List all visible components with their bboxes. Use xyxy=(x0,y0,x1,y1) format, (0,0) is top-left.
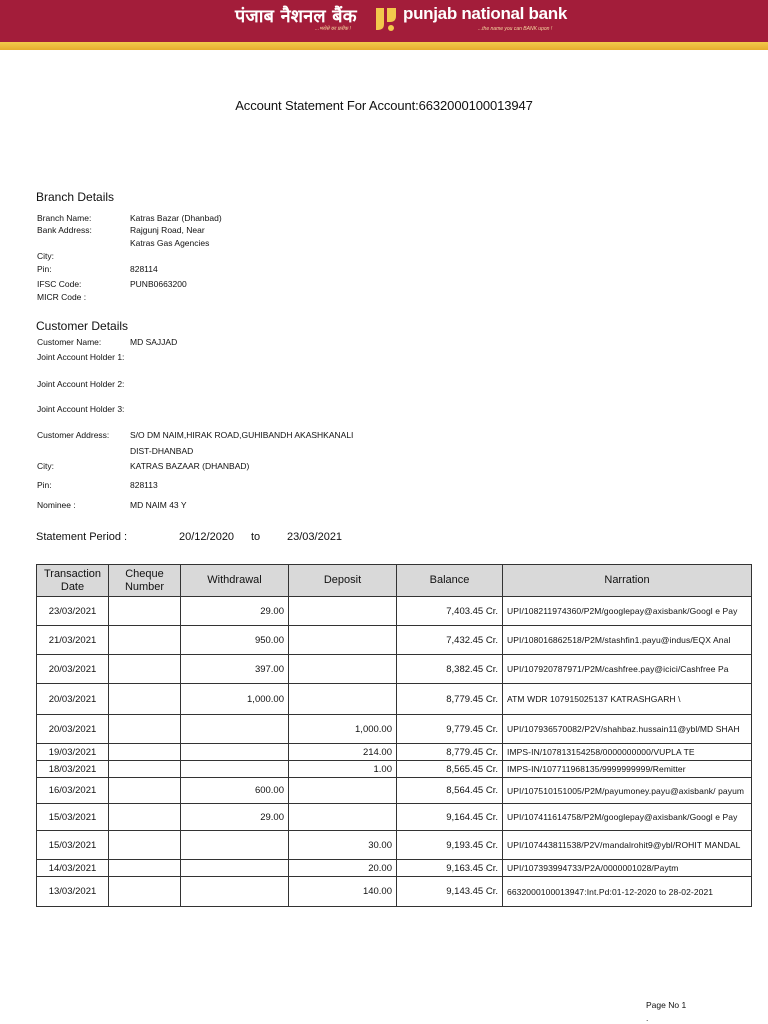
cell-cheque xyxy=(109,877,181,907)
cell-narration: UPI/108016862518/P2M/stashfin1.payu@indus/EQX Anal xyxy=(503,626,752,655)
cell-narration: UPI/107411614758/P2M/googlepay@axisbank/Googl e Pay xyxy=(503,804,752,831)
cell-date: 21/03/2021 xyxy=(37,626,109,655)
branch-name-label: Branch Name: xyxy=(37,213,92,223)
cell-deposit: 214.00 xyxy=(289,744,397,761)
nominee-label: Nominee : xyxy=(37,500,76,510)
micr-label: MICR Code : xyxy=(37,292,87,302)
cell-date: 15/03/2021 xyxy=(37,804,109,831)
cell-deposit: 1,000.00 xyxy=(289,715,397,744)
joint-holder-2-label: Joint Account Holder 2: xyxy=(37,379,125,389)
col-header-deposit: Deposit xyxy=(289,565,397,597)
header-banner xyxy=(0,0,768,42)
cell-cheque xyxy=(109,804,181,831)
cell-date: 23/03/2021 xyxy=(37,597,109,626)
statement-period-to: 23/03/2021 xyxy=(287,531,343,543)
nominee-value: MD NAIM 43 Y xyxy=(130,500,187,510)
cell-date: 20/03/2021 xyxy=(37,715,109,744)
col-header-balance: Balance xyxy=(397,565,503,597)
statement-period-to-word: to xyxy=(251,531,261,543)
customer-address-line1: S/O DM NAIM,HIRAK ROAD,GUHIBANDH AKASHKANALI xyxy=(130,430,354,440)
cell-withdrawal xyxy=(181,860,289,877)
cell-narration: IMPS-IN/107711968135/9999999999/Remitter xyxy=(503,761,752,778)
cell-cheque xyxy=(109,655,181,684)
table-row xyxy=(37,761,752,778)
cell-balance: 7,432.45 Cr. xyxy=(397,626,503,655)
bank-address-label: Bank Address: xyxy=(37,225,92,235)
cell-withdrawal xyxy=(181,831,289,860)
cell-deposit: 140.00 xyxy=(289,877,397,907)
cell-date: 15/03/2021 xyxy=(37,831,109,860)
logo-hindi-block xyxy=(235,2,370,38)
cell-withdrawal xyxy=(181,877,289,907)
table-row xyxy=(37,655,752,684)
cell-deposit: 20.00 xyxy=(289,860,397,877)
cell-balance: 8,382.45 Cr. xyxy=(397,655,503,684)
customer-city-value: KATRAS BAZAAR (DHANBAD) xyxy=(130,461,250,471)
cell-balance: 9,143.45 Cr. xyxy=(397,877,503,907)
branch-pin-value: 828114 xyxy=(130,264,158,274)
branch-pin-label: Pin: xyxy=(37,264,52,274)
branch-details-heading: Branch Details xyxy=(36,190,115,204)
col-header-date: Transaction Date xyxy=(37,565,109,597)
cell-narration: UPI/107920787971/P2M/cashfree.pay@icici/Cashfree Pa xyxy=(503,655,752,684)
cell-date: 20/03/2021 xyxy=(37,655,109,684)
cell-balance: 9,779.45 Cr. xyxy=(397,715,503,744)
customer-name-label: Customer Name: xyxy=(37,337,102,347)
cell-cheque xyxy=(109,684,181,715)
cell-narration: UPI/107443811538/P2V/mandalrohit9@ybl/ROHIT MANDAL xyxy=(503,831,752,860)
logo-english-block xyxy=(403,2,568,38)
cell-withdrawal xyxy=(181,744,289,761)
cell-withdrawal: 29.00 xyxy=(181,597,289,626)
table-row xyxy=(37,744,752,761)
table-row xyxy=(37,778,752,804)
cell-balance: 8,779.45 Cr. xyxy=(397,744,503,761)
customer-pin-value: 828113 xyxy=(130,480,158,490)
col-header-withdrawal: Withdrawal xyxy=(181,565,289,597)
table-row xyxy=(37,715,752,744)
cell-withdrawal: 29.00 xyxy=(181,804,289,831)
logo-english-name: punjab national bank xyxy=(403,4,568,23)
customer-address-label: Customer Address: xyxy=(37,430,110,440)
table-row xyxy=(37,860,752,877)
cell-narration: IMPS-IN/107813154258/0000000000/VUPLA TE xyxy=(503,744,752,761)
header-gold-stripe xyxy=(0,42,768,50)
table-row xyxy=(37,626,752,655)
cell-cheque xyxy=(109,744,181,761)
cell-date: 14/03/2021 xyxy=(37,860,109,877)
table-row xyxy=(37,597,752,626)
transactions-table xyxy=(36,564,752,907)
cell-narration: ATM WDR 107915025137 KATRASHGARH \ xyxy=(503,684,752,715)
cell-cheque xyxy=(109,831,181,860)
bank-logo xyxy=(235,2,568,38)
bank-address-line2: Katras Gas Agencies xyxy=(130,238,210,248)
cell-balance: 8,564.45 Cr. xyxy=(397,778,503,804)
cell-deposit xyxy=(289,655,397,684)
cell-withdrawal: 397.00 xyxy=(181,655,289,684)
cell-narration: UPI/108211974360/P2M/googlepay@axisbank/Googl e Pay xyxy=(503,597,752,626)
pnb-emblem-icon xyxy=(373,4,399,34)
customer-name-value: MD SAJJAD xyxy=(130,337,178,347)
branch-name-value: Katras Bazar (Dhanbad) xyxy=(130,213,222,223)
cell-cheque xyxy=(109,778,181,804)
table-row xyxy=(37,804,752,831)
table-header-row xyxy=(37,565,752,597)
cell-balance: 9,163.45 Cr. xyxy=(397,860,503,877)
cell-balance: 8,779.45 Cr. xyxy=(397,684,503,715)
customer-details-heading: Customer Details xyxy=(36,319,129,333)
cell-deposit xyxy=(289,597,397,626)
ifsc-value: PUNB0663200 xyxy=(130,279,187,289)
cell-withdrawal xyxy=(181,761,289,778)
cell-cheque xyxy=(109,860,181,877)
cell-deposit xyxy=(289,778,397,804)
col-header-narration: Narration xyxy=(503,565,752,597)
table-row xyxy=(37,684,752,715)
cell-date: 19/03/2021 xyxy=(37,744,109,761)
page-dot: . xyxy=(646,1013,649,1023)
transactions-body xyxy=(37,597,752,907)
cell-cheque xyxy=(109,715,181,744)
customer-city-label: City: xyxy=(37,461,54,471)
cell-withdrawal: 600.00 xyxy=(181,778,289,804)
ifsc-label: IFSC Code: xyxy=(37,279,82,289)
cell-balance: 9,193.45 Cr. xyxy=(397,831,503,860)
cell-cheque xyxy=(109,597,181,626)
cell-deposit xyxy=(289,626,397,655)
statement-period-from: 20/12/2020 xyxy=(179,531,235,543)
cell-deposit: 30.00 xyxy=(289,831,397,860)
customer-address-line2: DIST-DHANBAD xyxy=(130,446,194,456)
logo-english-tagline: ...the name you can BANK upon ! xyxy=(478,26,553,32)
cell-cheque xyxy=(109,626,181,655)
cell-narration: UPI/107510151005/P2M/payumoney.payu@axisbank/ payum xyxy=(503,778,752,804)
cell-withdrawal: 950.00 xyxy=(181,626,289,655)
cell-withdrawal: 1,000.00 xyxy=(181,684,289,715)
cell-narration: UPI/107936570082/P2V/shahbaz.hussain11@ybl/MD SHAH xyxy=(503,715,752,744)
cell-deposit: 1.00 xyxy=(289,761,397,778)
cell-cheque xyxy=(109,761,181,778)
joint-holder-1-label: Joint Account Holder 1: xyxy=(37,352,125,362)
cell-date: 20/03/2021 xyxy=(37,684,109,715)
cell-withdrawal xyxy=(181,715,289,744)
page-number: Page No 1 xyxy=(646,1000,687,1010)
cell-date: 13/03/2021 xyxy=(37,877,109,907)
cell-deposit xyxy=(289,684,397,715)
cell-balance: 7,403.45 Cr. xyxy=(397,597,503,626)
cell-date: 18/03/2021 xyxy=(37,761,109,778)
branch-city-label: City: xyxy=(37,251,54,261)
cell-balance: 8,565.45 Cr. xyxy=(397,761,503,778)
col-header-cheque: Cheque Number xyxy=(109,565,181,597)
table-row xyxy=(37,877,752,907)
cell-date: 16/03/2021 xyxy=(37,778,109,804)
customer-pin-label: Pin: xyxy=(37,480,52,490)
bank-address-line1: Rajgunj Road, Near xyxy=(130,225,205,235)
statement-period-label: Statement Period : xyxy=(36,531,128,543)
table-row xyxy=(37,831,752,860)
cell-deposit xyxy=(289,804,397,831)
cell-balance: 9,164.45 Cr. xyxy=(397,804,503,831)
logo-hindi-name: पंजाब नैशनल बैंक xyxy=(235,6,357,27)
cell-narration: UPI/107393994733/P2A/0000001028/Paytm xyxy=(503,860,752,877)
statement-title: Account Statement For Account:6632000100013947 xyxy=(235,98,533,113)
logo-hindi-tagline: ...भरोसे का प्रतीक ! xyxy=(315,26,351,32)
cell-narration: 6632000100013947:Int.Pd:01-12-2020 to 28-02-2021 xyxy=(503,877,752,907)
joint-holder-3-label: Joint Account Holder 3: xyxy=(37,404,125,414)
